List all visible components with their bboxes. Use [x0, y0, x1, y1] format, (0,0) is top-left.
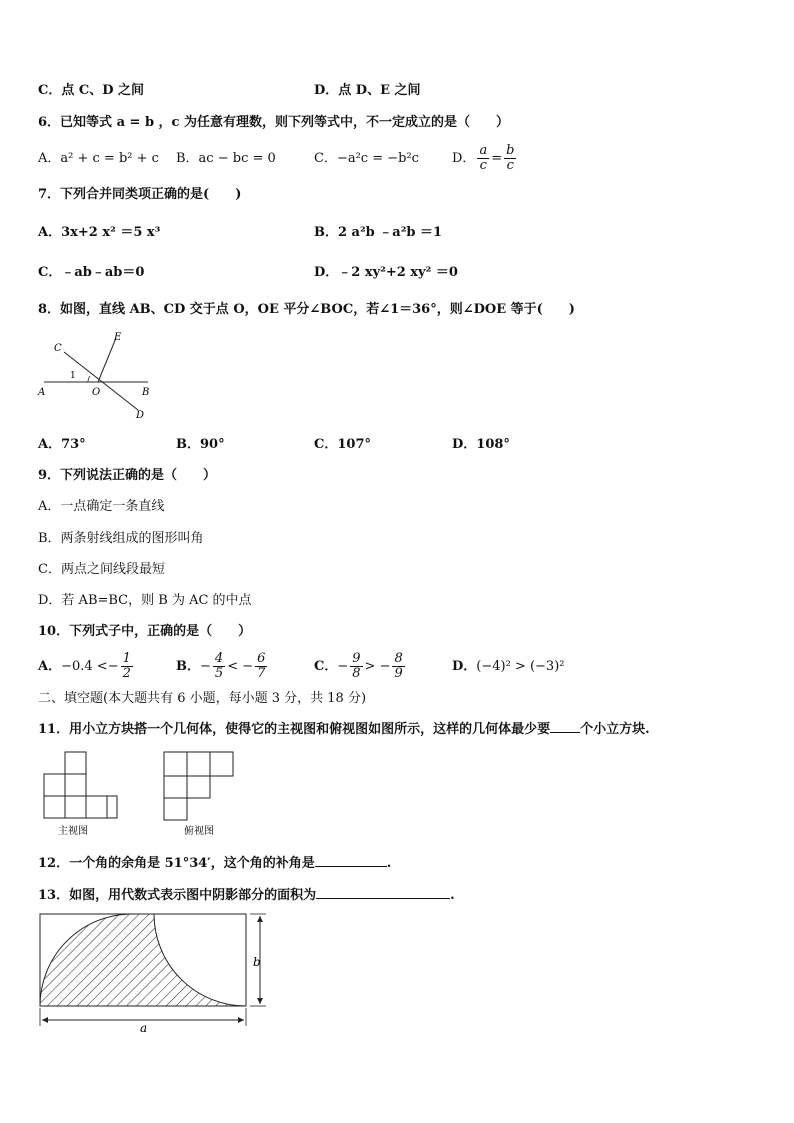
shaded-region [40, 914, 246, 1006]
q9-option-b: B．两条射线组成的图形叫角 [38, 531, 204, 546]
q6-d-lhs-den: c [479, 158, 487, 173]
q9-option-c: C．两点之间线段最短 [38, 562, 165, 577]
q10-option-c [314, 650, 407, 684]
q8-option-c: C．107° [314, 437, 371, 452]
q11-stem-tail: 个小立方块. [580, 722, 650, 737]
ray-oe [98, 338, 116, 382]
q6-d-lhs-num: a [479, 143, 488, 158]
q7-option-c: C．﹣ab﹣ab＝0 [38, 265, 145, 280]
label-c: C [54, 343, 62, 354]
q6-d-frac-rhs [504, 144, 516, 173]
q10-b-num1: 4 [214, 651, 224, 666]
q10-a-lhs: −0.4 < [61, 659, 108, 674]
q6-d-rhs-den: c [506, 158, 514, 173]
q10-d-prefix: D． [452, 659, 477, 674]
q9-option-d: D．若 AB=BC，则 B 为 AC 的中点 [38, 593, 252, 608]
q13-answer-blank[interactable] [316, 884, 450, 899]
q6-d-rhs-num: b [506, 143, 515, 158]
label-o: O [92, 387, 101, 398]
q11-stem [38, 718, 650, 739]
q10-b-sign1: − [200, 659, 211, 674]
q10-option-b [176, 650, 269, 684]
label-d: D [136, 410, 145, 421]
q10-c-den2: 9 [394, 666, 403, 681]
label-1: 1 [70, 371, 76, 381]
q10-b-num2: 6 [257, 651, 266, 666]
q13-shaded-area-figure [36, 908, 276, 1034]
q10-c-den1: 8 [352, 666, 361, 681]
q6-d-prefix: D． [452, 151, 476, 166]
q10-stem: 10．下列式子中，正确的是（ ） [38, 624, 252, 639]
q9-stem: 9．下列说法正确的是（ ） [38, 468, 217, 483]
q10-b-den1: 5 [214, 666, 224, 681]
q6-option-a: A．a² + c = b² + c [38, 151, 159, 166]
q10-c-num1: 9 [352, 651, 361, 666]
line-cd [64, 352, 138, 410]
q7-option-a: A．3x+2 x² ＝5 x³ [38, 225, 161, 240]
q12-tail: . [386, 856, 392, 871]
q6-stem: 6．已知等式 a = b ，c 为任意有理数，则下列等式中，不一定成立的是（ ） [38, 115, 509, 130]
q10-b-den2: 7 [257, 666, 266, 681]
q10-b-mid: < − [227, 659, 254, 674]
label-e: E [114, 332, 122, 343]
q8-angle-figure [36, 330, 166, 422]
label-b: b [253, 955, 261, 969]
q11-stem-text: 11．用小立方块搭一个几何体，使得它的主视图和俯视图如图所示，这样的几何体最少要 [38, 722, 551, 737]
angle-1-arc [88, 376, 90, 382]
q10-a-sign: − [107, 659, 119, 674]
q11-answer-blank[interactable] [550, 718, 580, 733]
q6-option-b: B．ac − bc = 0 [176, 151, 276, 166]
q10-c-prefix: C． [314, 659, 338, 674]
q10-a-num: 1 [122, 651, 131, 666]
q10-c-sign1: − [337, 659, 349, 674]
q10-a-den: 2 [122, 666, 131, 681]
q10-option-a [38, 650, 135, 684]
label-a: a [140, 1021, 148, 1034]
q9-option-a: A．一点确定一条直线 [38, 499, 165, 514]
top-view-caption: 俯视图 [184, 826, 214, 837]
q8-option-b: B．90° [176, 437, 225, 452]
label-a: A [38, 387, 46, 398]
q13-stem-text: 13．如图，用代数式表示图中阴影部分的面积为 [38, 888, 317, 903]
q12-answer-blank[interactable] [315, 852, 387, 867]
q12-stem [38, 852, 391, 873]
q6-d-frac-lhs [477, 144, 489, 173]
q10-b-frac2 [255, 652, 267, 681]
q7-option-d: D．﹣2 xy²+2 xy² ＝0 [314, 265, 458, 280]
q7-stem: 7．下列合并同类项正确的是( ) [38, 187, 242, 202]
q10-a-prefix: A． [38, 659, 62, 674]
q6-option-d [452, 142, 518, 176]
q10-option-d [452, 658, 564, 676]
q7-option-b: B．2 a²b ﹣a²b ＝1 [314, 225, 443, 240]
q5-option-d: D．点 D、E 之间 [314, 83, 421, 98]
q12-stem-text: 12．一个角的余角是 51°34′，这个角的补角是 [38, 856, 315, 871]
q10-c-num2: 8 [394, 651, 403, 666]
q6-option-c: C．−a²c = −b²c [314, 151, 419, 166]
q13-stem [38, 884, 455, 905]
q10-d-expr: (−4)² > (−3)² [476, 659, 565, 674]
q10-c-frac2 [392, 652, 404, 681]
q11-front-view [40, 748, 130, 840]
q10-c-mid: > − [364, 659, 391, 674]
q8-option-d: D．108° [452, 437, 510, 452]
section-2-title: 二、填空题(本大题共有 6 小题，每小题 3 分，共 18 分) [38, 691, 367, 706]
q5-option-c: C．点 C、D 之间 [38, 83, 145, 98]
q10-b-frac1 [213, 652, 225, 681]
q8-option-a: A．73° [38, 437, 86, 452]
label-b: B [142, 387, 150, 398]
q13-tail: . [450, 888, 455, 903]
q10-c-frac1 [350, 652, 362, 681]
q11-top-view [160, 748, 250, 840]
q6-d-eq: = [491, 151, 503, 166]
front-view-caption: 主视图 [58, 826, 88, 837]
q10-a-frac [121, 652, 133, 681]
q8-stem: 8．如图，直线 AB、CD 交于点 O，OE 平分∠BOC，若∠1＝36°，则∠DOE 等于( ) [38, 302, 575, 317]
q10-b-prefix: B． [176, 659, 200, 674]
